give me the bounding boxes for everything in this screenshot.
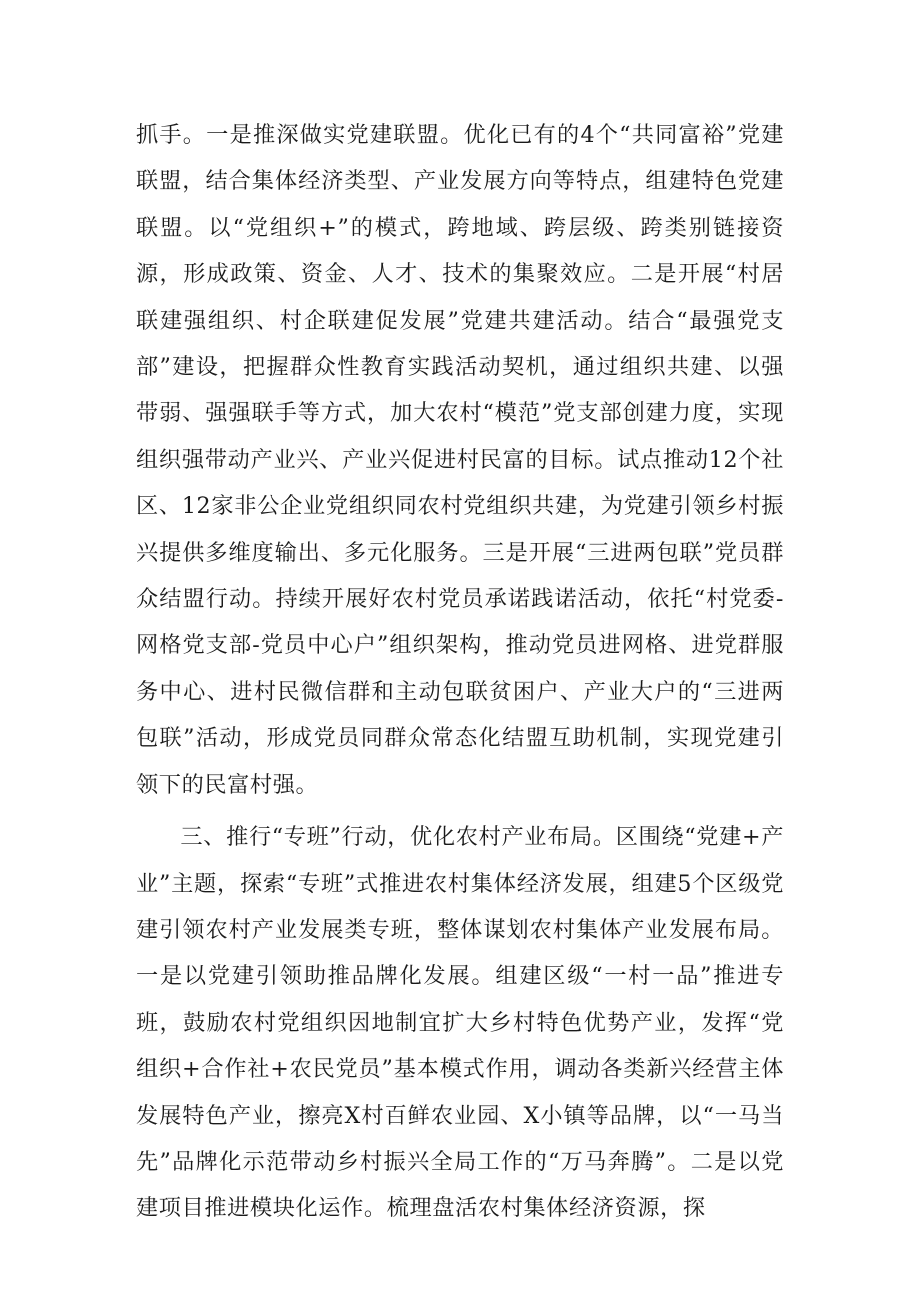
body-paragraph-section-three: 三、推行“专班”行动，优化农村产业布局。区围绕“党建+产业”主题，探索“专班”式推进农村集体经济发展，组建5个区级党建引领农村产业发展类专班，整体谋划农村集体产业发展布局。一是以党建引领助推品牌化发展。组建区级“一村一品”推进专班，鼓励农村党组织因地制宜扩大乡村特色优势产业，发挥“党组织+合作社+农民党员”基本模式作用，调动各类新兴经营主体发展特色产业，擦亮X村百鲜农业园、X小镇等品牌，以“一马当先”品牌化示范带动乡村振兴全局工作的“万马奔腾”。二是以党建项目推进模块化运作。梳理盘活农村集体经济资源，探 — [136, 824, 784, 1222]
body-paragraph-continued: 抓手。一是推深做实党建联盟。优化已有的4个“共同富裕”党建联盟，结合集体经济类型、产业发展方向等特点，组建特色党建联盟。以“党组织+”的模式，跨地域、跨层级、跨类别链接资源，形成政策、资金、人才、技术的集聚效应。二是开展“村居联建强组织、村企联建促发展”党建共建活动。结合“最强党支部”建设，把握群众性教育实践活动契机，通过组织共建、以强带弱、强强联手等方式，加大农村“模范”党支部创建力度，实现组织强带动产业兴、产业兴促进村民富的目标。试点推动12个社区、12家非公企业党组织同农村党组织共建，为党建引领乡村振兴提供多维度输出、多元化服务。三是开展“三进两包联”党员群众结盟行动。持续开展好农村党员承诺践诺活动，依托“村党委-网格党支部-党员中心户”组织架构，推动党员进网格、进党群服务中心、进村民微信群和主动包联贫困户、产业大户的“三进两包联”活动，形成党员同群众常态化结盟互助机制，实现党建引领下的民富村强。 — [136, 122, 784, 798]
